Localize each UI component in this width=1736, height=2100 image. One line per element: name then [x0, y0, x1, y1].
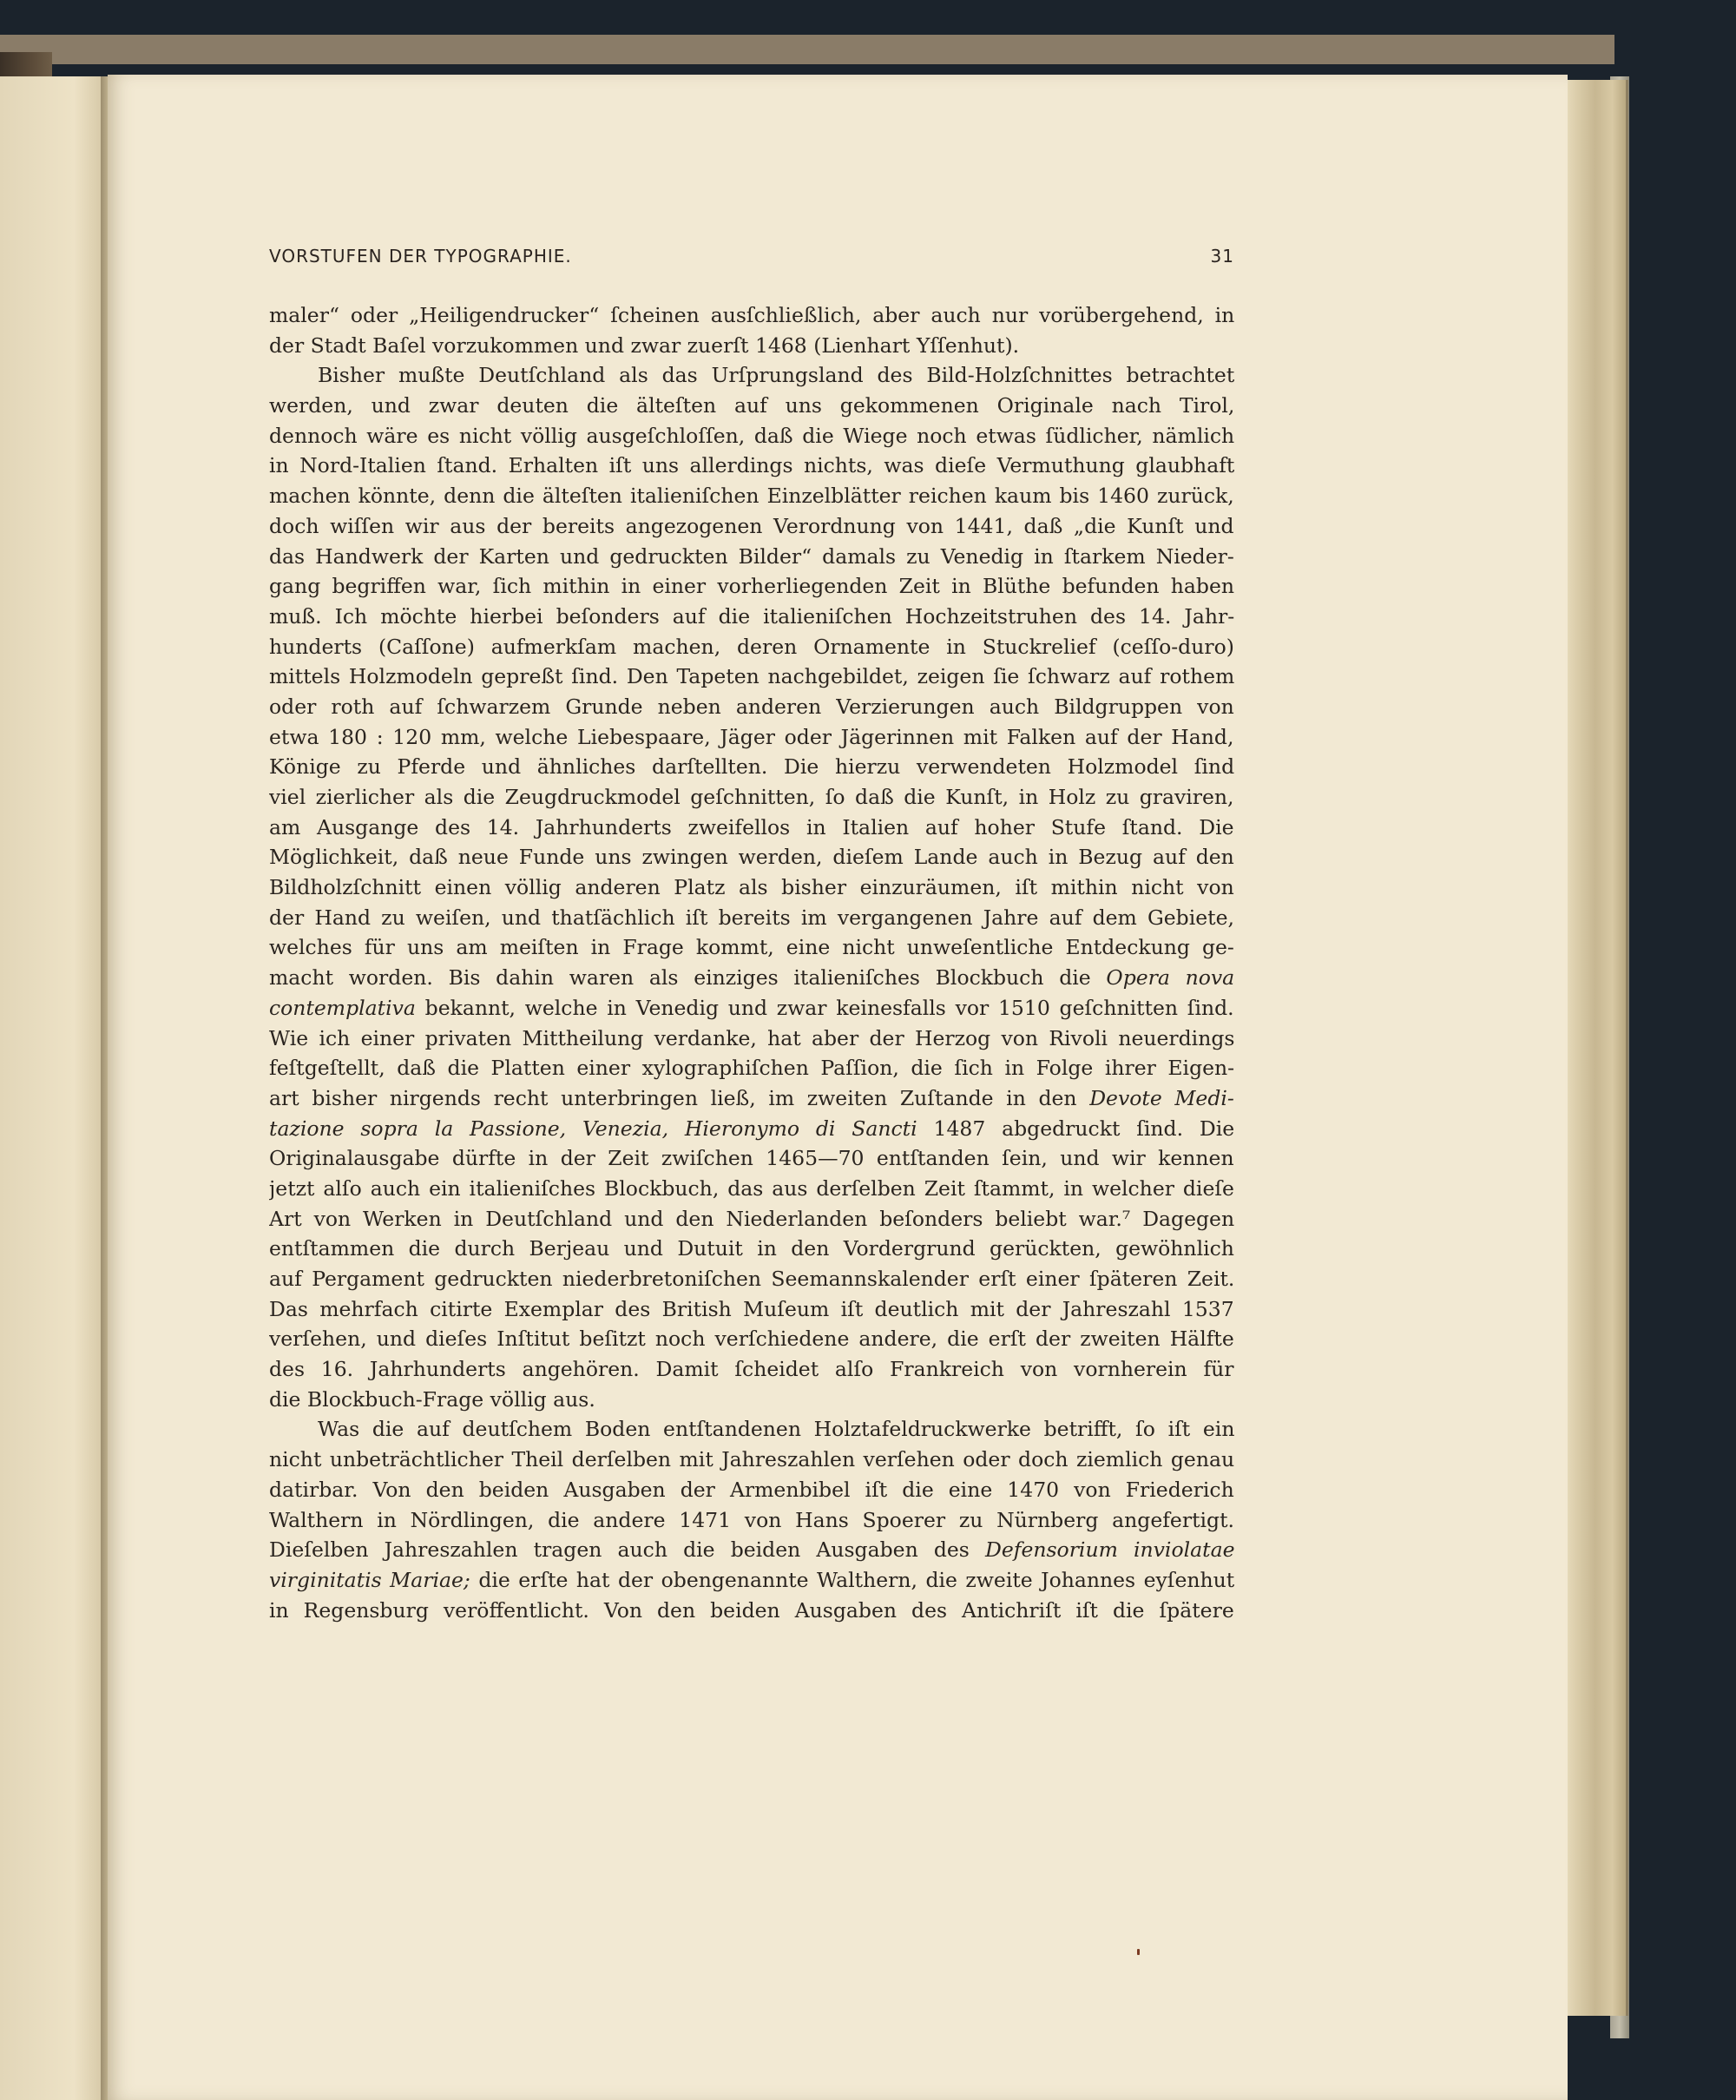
text-line	[269, 1143, 1234, 1174]
line-text: muß. Ich möchte hierbei beſonders auf die italieniſchen Hochzeitstruhen des 14. Jahr-	[269, 603, 1234, 629]
line-text: am Ausgange des 14. Jahrhunderts zweifellos in Italien auf hoher Stufe ſtand. Die	[269, 814, 1234, 839]
text-line	[269, 632, 1234, 662]
line-text: Das mehrfach citirte Exemplar des British Muſeum iſt deutlich mit der Jahreszahl 1537	[269, 1296, 1234, 1321]
line-text: gang begriffen war, ſich mithin in einer vorherliegenden Zeit in Blüthe befunden haben	[269, 574, 1234, 599]
book-cover-top	[0, 35, 1614, 64]
text-line	[269, 391, 1234, 421]
line-text: nicht unbeträchtlicher Theil derſelben mit Jahreszahlen verſehen oder doch ziemlich genau	[269, 1447, 1234, 1472]
line-text: die erſte hat der obengenannte Walthern, die zweite Johannes eyſenhut	[470, 1567, 1234, 1592]
previous-page-edge	[0, 76, 108, 2100]
line-text: Bildholzſchnitt einen völlig anderen Platz als bisher einzuräumen, iſt mithin nicht von	[269, 875, 1234, 900]
line-text: werden, und zwar deuten die älteſten auf uns gekommenen Originale nach Tirol,	[269, 393, 1234, 418]
text-line	[269, 571, 1234, 602]
italic-title: Defensorium inviolatae	[985, 1537, 1234, 1563]
text-line	[269, 481, 1234, 511]
line-text: dennoch wäre es nicht völlig ausgeſchloſſen, daß die Wiege noch etwas ſüdlicher, nämlich	[269, 423, 1234, 448]
text-line	[269, 1324, 1234, 1354]
line-text: mittels Holzmodeln gepreßt ſind. Den Tapeten nachgebildet, zeigen ſie ſchwarz auf rothem	[269, 664, 1234, 689]
text-line	[269, 993, 1234, 1024]
paper-speck	[1137, 1949, 1140, 1955]
text-line	[269, 1475, 1234, 1505]
text-line	[269, 331, 1234, 361]
text-line	[269, 932, 1234, 963]
line-text: Dieſelben Jahreszahlen tragen auch die beiden Ausgaben des	[269, 1537, 985, 1563]
text-line	[269, 872, 1234, 903]
text-line	[269, 1174, 1234, 1204]
line-text: Was die auf deutſchem Boden entſtandenen Holztafeldruckwerke betrifft, ſo iſt ein	[318, 1417, 1234, 1442]
text-line	[269, 842, 1234, 872]
text-line	[269, 511, 1234, 542]
italic-title: Opera nova	[1106, 965, 1234, 991]
line-text: der Stadt Baſel vorzukommen und zwar zuerſt 1468 (Lienhart Yſſenhut).	[269, 332, 1020, 358]
text-line	[269, 963, 1234, 993]
text-line	[269, 1053, 1234, 1083]
italic-title: virginitatis Mariae;	[269, 1567, 470, 1592]
line-text: Möglichkeit, daß neue Funde uns zwingen werden, dieſem Lande auch in Bezug auf den	[269, 845, 1234, 870]
text-line	[269, 813, 1234, 843]
line-text: maler“ oder „Heiligendrucker“ ſcheinen ausſchließlich, aber auch nur vorübergehend, in	[269, 303, 1234, 327]
text-line	[269, 1024, 1234, 1054]
line-text: viel zierlicher als die Zeugdruckmodel geſchnitten, ſo daß die Kunſt, in Holz zu graviren,	[269, 785, 1234, 809]
text-line	[269, 722, 1234, 753]
italic-title: contemplativa	[269, 995, 416, 1020]
line-text: Art von Werken in Deutſchland und den Niederlanden beſonders beliebt war.⁷ Dagegen	[269, 1206, 1234, 1231]
line-text: bekannt, welche in Venedig und zwar keinesfalls vor 1510 geſchnitten ſind.	[415, 995, 1234, 1020]
text-line	[269, 542, 1234, 572]
line-text: der Hand zu weiſen, und thatſächlich iſt bereits im vergangenen Jahre auf dem Gebiete,	[269, 905, 1234, 930]
line-text: datirbar. Von den beiden Ausgaben der Armenbibel iſt die eine 1470 von Friederich	[269, 1477, 1234, 1502]
line-text: die Blockbuch-Frage völlig aus.	[269, 1386, 595, 1412]
text-line	[269, 300, 1234, 331]
line-text: welches für uns am meiſten in Frage kommt, eine nicht unweſentliche Entdeckung ge-	[269, 935, 1234, 960]
text-line	[269, 752, 1234, 782]
text-line	[269, 1385, 1234, 1415]
line-text: jetzt alſo auch ein italieniſches Blockbuch, das aus derſelben Zeit ſtammt, in welcher dieſe	[269, 1175, 1234, 1201]
text-line	[269, 1505, 1234, 1536]
line-text: verſehen, und dieſes Inſtitut beſitzt noch verſchiedene andere, die erſt der zweiten Hälfte	[269, 1326, 1234, 1352]
line-text: Originalausgabe dürfte in der Zeit zwiſchen 1465—70 entſtanden ſein, und wir kennen	[269, 1146, 1234, 1171]
line-text: doch wiſſen wir aus der bereits angezogenen Verordnung von 1441, daß „die Kunſt und	[269, 513, 1234, 538]
text-line	[269, 903, 1234, 933]
text-line	[269, 1294, 1234, 1325]
text-line	[269, 1565, 1234, 1596]
line-text: entſtammen die durch Berjeau und Dutuit in den Vordergrund gerückten, gewöhnlich	[269, 1236, 1234, 1261]
line-text: 1487 abgedruckt ſind. Die	[917, 1116, 1234, 1141]
line-text: macht worden. Bis dahin waren als einziges italieniſches Blockbuch die	[269, 965, 1107, 991]
page-number: 31	[1210, 246, 1234, 267]
text-line	[269, 1414, 1234, 1445]
text-line	[269, 1264, 1234, 1294]
page-stack-edge	[1558, 80, 1628, 2016]
line-text: hunderts (Caſſone) aufmerkſam machen, deren Ornamente in Stuckrelief (ceſſo-duro)	[269, 634, 1234, 659]
italic-title: tazione sopra la Passione, Venezia, Hieronymo di Sancti	[269, 1116, 917, 1141]
line-text: Könige zu Pferde und ähnliches darſtellten. Die hierzu verwendeten Holzmodel ſind	[269, 754, 1234, 780]
text-line	[269, 1204, 1234, 1234]
line-text: oder roth auf ſchwarzem Grunde neben anderen Verzierungen auch Bildgruppen von	[269, 694, 1234, 719]
text-line	[269, 451, 1234, 481]
running-head-title: VORSTUFEN DER TYPOGRAPHIE.	[269, 246, 572, 267]
text-line	[269, 1445, 1234, 1475]
text-line	[269, 421, 1234, 451]
text-line	[269, 692, 1234, 722]
italic-title: Devote Medi-	[1089, 1085, 1234, 1110]
line-text: etwa 180 : 120 mm, welche Liebespaare, Jäger oder Jägerinnen mit Falken auf der Hand,	[269, 724, 1234, 749]
line-text: das Handwerk der Karten und gedruckten Bilder“ damals zu Venedig in ſtarkem Nieder-	[269, 543, 1234, 569]
text-line	[269, 602, 1234, 632]
line-text: Wie ich einer privaten Mittheilung verdanke, hat aber der Herzog von Rivoli neuerdings	[269, 1025, 1234, 1050]
text-line	[269, 1234, 1234, 1264]
body-text	[269, 300, 1234, 1625]
line-text: Walthern in Nördlingen, die andere 1471 von Hans Spoerer zu Nürnberg angefertigt.	[269, 1507, 1234, 1532]
line-text: in Nord-Italien ſtand. Erhalten iſt uns allerdings nichts, was dieſe Vermuthung glaubhaft	[269, 453, 1234, 478]
line-text: machen könnte, denn die älteſten italieniſchen Einzelblätter reichen kaum bis 1460 zurück,	[269, 484, 1234, 509]
text-line	[269, 1596, 1234, 1626]
text-line	[269, 1083, 1234, 1114]
text-line	[269, 360, 1234, 391]
line-text: in Regensburg veröffentlicht. Von den beiden Ausgaben des Antichriſt iſt die ſpätere	[269, 1597, 1234, 1623]
line-text: feſtgeſtellt, daß die Platten einer xylographiſchen Paſſion, die ſich in Folge ihrer Eigen-	[269, 1056, 1234, 1081]
line-text: art bisher nirgends recht unterbringen ließ, im zweiten Zuſtande in den	[269, 1085, 1090, 1110]
line-text: des 16. Jahrhunderts angehören. Damit ſcheidet alſo Frankreich von vornherein für	[269, 1357, 1234, 1382]
text-line	[269, 1354, 1234, 1385]
text-line	[269, 1535, 1234, 1565]
text-line	[269, 782, 1234, 813]
line-text: auf Pergament gedruckten niederbretoniſchen Seemannskalender erſt einer ſpäteren Zeit.	[269, 1267, 1234, 1291]
text-line	[269, 662, 1234, 692]
line-text: Bisher mußte Deutſchland als das Urſprungsland des Bild-Holzſchnittes betrachtet	[318, 363, 1234, 388]
text-line	[269, 1114, 1234, 1144]
